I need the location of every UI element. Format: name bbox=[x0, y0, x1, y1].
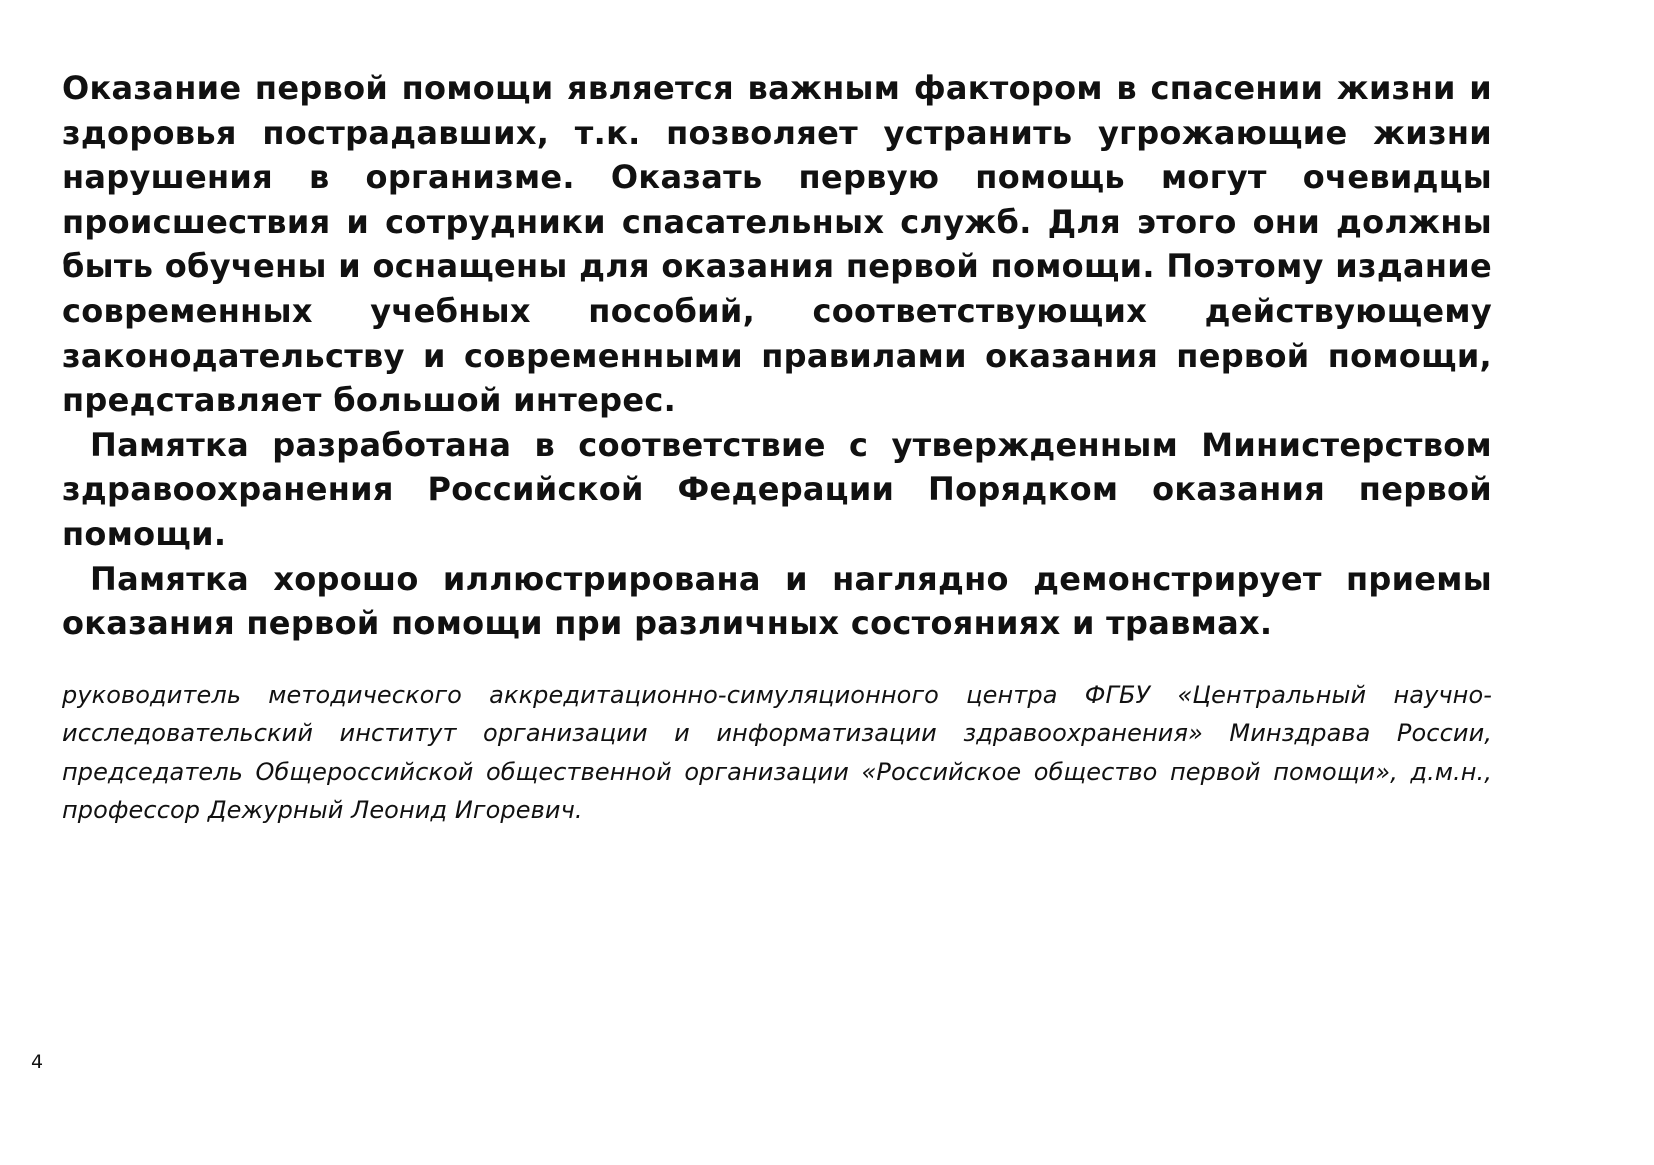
memo-illustration-paragraph: Памятка хорошо иллюстрирована и наглядно демонстрирует приемы оказания первой помощи при различных состояниях и травмах. bbox=[62, 559, 1492, 643]
memo-development-paragraph: Памятка разработана в соответствие с утвержденным Министерством здравоохранения Российской Федерации Порядком оказания первой помощи. bbox=[62, 425, 1492, 553]
page-number: 4 bbox=[31, 1051, 44, 1073]
author-signature: руководитель методического аккредитационно-симуляционного центра ФГБУ «Центральный научно-исследовательский институт организации и информатизации здравоохранения» Минздрава России, председатель Общероссийской общественной организации «Российское общество первой помощи», д.м.н., профессор Дежурный Леонид Игоревич. bbox=[62, 680, 1492, 825]
intro-paragraph: Оказание первой помощи является важным фактором в спасении жизни и здоровья пострадавших, т.к. позволяет устранить угрожающие жизни нарушения в организме. Оказать первую помощь могут очевидцы происшествия и сотрудники спасательных служб. Для этого они должны быть обучены и оснащены для оказания первой помощи. Поэтому издание современных учебных пособий, соответствующих действующему законодательству и современными правилами оказания первой помощи, представляет большой интерес. bbox=[62, 69, 1492, 420]
document-page bbox=[62, 66, 1492, 830]
